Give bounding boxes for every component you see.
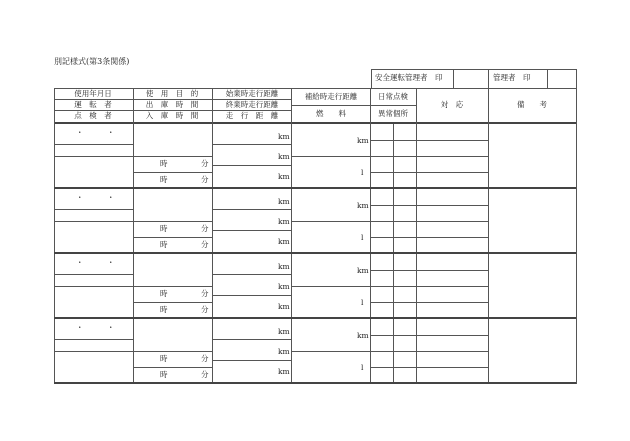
row-line (212, 274, 291, 275)
column-line (291, 88, 292, 384)
row-line (370, 286, 488, 287)
manager-seal-label: 管理者 印 (493, 73, 531, 82)
column-line (133, 88, 134, 384)
row-line (291, 351, 370, 352)
row-line (54, 274, 133, 275)
row-line (370, 302, 488, 303)
row-line (212, 295, 291, 296)
km-unit: km (278, 262, 290, 271)
row-line (212, 230, 291, 231)
group-bottom-line (54, 317, 576, 319)
date-dot: ・ (76, 128, 84, 137)
date-dot: ・ (107, 323, 115, 332)
header-row-line (291, 105, 370, 106)
minute-unit: 分 (201, 159, 209, 168)
row-line (54, 286, 133, 287)
km-unit: km (278, 152, 290, 161)
km-unit: km (357, 331, 369, 340)
row-line (133, 302, 212, 303)
date-dot: ・ (107, 258, 115, 267)
row-line (54, 351, 133, 352)
km-unit: km (278, 197, 290, 206)
table-right-line (576, 88, 577, 384)
header-start-mileage: 始業時走行距離 (225, 89, 279, 98)
column-line (416, 88, 417, 384)
row-line (370, 172, 488, 173)
header-inspector: 点 検 者 (74, 111, 112, 120)
header-date: 使用年月日 (74, 89, 112, 98)
row-line (133, 286, 212, 287)
hour-unit: 時 (160, 370, 168, 379)
row-line (54, 156, 133, 157)
row-line (291, 286, 370, 287)
row-line (212, 360, 291, 361)
header-return-time: 入 庫 時 間 (145, 111, 199, 120)
date-dot: ・ (76, 193, 84, 202)
row-line (291, 221, 370, 222)
minute-unit: 分 (201, 305, 209, 314)
header-end-mileage: 終業時走行距離 (225, 100, 279, 109)
row-line (370, 221, 488, 222)
hour-unit: 時 (160, 159, 168, 168)
row-line (133, 367, 212, 368)
column-line (370, 88, 371, 384)
minute-unit: 分 (201, 354, 209, 363)
header-purpose: 使 用 目 的 (145, 89, 199, 98)
seal-divider-line (547, 69, 548, 88)
hour-unit: 時 (160, 289, 168, 298)
form-caption: 別記様式(第3条関係) (54, 57, 130, 66)
km-unit: km (278, 282, 290, 291)
date-dot: ・ (76, 323, 84, 332)
km-unit: km (357, 266, 369, 275)
km-unit: km (278, 132, 290, 141)
row-line (133, 221, 212, 222)
minute-unit: 分 (201, 240, 209, 249)
row-line (370, 205, 488, 206)
row-line (133, 237, 212, 238)
liter-unit: l (361, 298, 364, 307)
km-unit: km (357, 136, 369, 145)
date-dot: ・ (107, 128, 115, 137)
row-line (212, 144, 291, 145)
hour-unit: 時 (160, 175, 168, 184)
row-line (370, 156, 488, 157)
date-dot: ・ (76, 258, 84, 267)
column-line (488, 88, 489, 384)
row-line (54, 144, 133, 145)
header-departure-time: 出 庫 時 間 (145, 100, 199, 109)
km-unit: km (278, 217, 290, 226)
hour-unit: 時 (160, 240, 168, 249)
liter-unit: l (361, 168, 364, 177)
liter-unit: l (361, 233, 364, 242)
km-unit: km (278, 237, 290, 246)
seal-top-line (371, 69, 576, 70)
seal-divider-line (453, 69, 454, 88)
safety-manager-seal-label: 安全運転管理者 印 (375, 73, 443, 82)
km-unit: km (278, 367, 290, 376)
row-line (370, 270, 488, 271)
km-unit: km (278, 302, 290, 311)
group-bottom-line (54, 382, 576, 384)
header-row-line (370, 105, 416, 106)
seal-right-line (576, 69, 577, 88)
header-abnormal-part: 異常個所 (378, 109, 408, 118)
header-driver: 運 転 者 (74, 100, 112, 109)
minute-unit: 分 (201, 224, 209, 233)
header-response: 対 応 (440, 100, 464, 109)
row-line (291, 156, 370, 157)
group-bottom-line (54, 187, 576, 189)
row-line (370, 351, 488, 352)
row-line (54, 221, 133, 222)
hour-unit: 時 (160, 354, 168, 363)
header-refuel-mileage: 補給時走行距離 (304, 92, 358, 101)
row-line (370, 237, 488, 238)
column-line (393, 124, 394, 384)
minute-unit: 分 (201, 289, 209, 298)
header-daily-inspection: 日常点検 (378, 92, 408, 101)
row-line (212, 339, 291, 340)
liter-unit: l (361, 363, 364, 372)
km-unit: km (357, 201, 369, 210)
hour-unit: 時 (160, 224, 168, 233)
minute-unit: 分 (201, 370, 209, 379)
header-distance: 走 行 距 離 (225, 111, 279, 120)
header-fuel: 燃 料 (316, 109, 346, 118)
km-unit: km (278, 347, 290, 356)
group-bottom-line (54, 252, 576, 254)
date-dot: ・ (107, 193, 115, 202)
row-line (212, 209, 291, 210)
minute-unit: 分 (201, 175, 209, 184)
row-line (370, 367, 488, 368)
header-remarks: 備 考 (517, 100, 547, 109)
row-line (133, 172, 212, 173)
row-line (370, 335, 488, 336)
row-line (54, 339, 133, 340)
row-line (212, 165, 291, 166)
hour-unit: 時 (160, 305, 168, 314)
km-unit: km (278, 327, 290, 336)
row-line (54, 209, 133, 210)
seal-left-line (371, 69, 372, 88)
row-line (133, 351, 212, 352)
seal-divider-line (488, 69, 489, 88)
km-unit: km (278, 172, 290, 181)
row-line (370, 140, 488, 141)
row-line (133, 156, 212, 157)
